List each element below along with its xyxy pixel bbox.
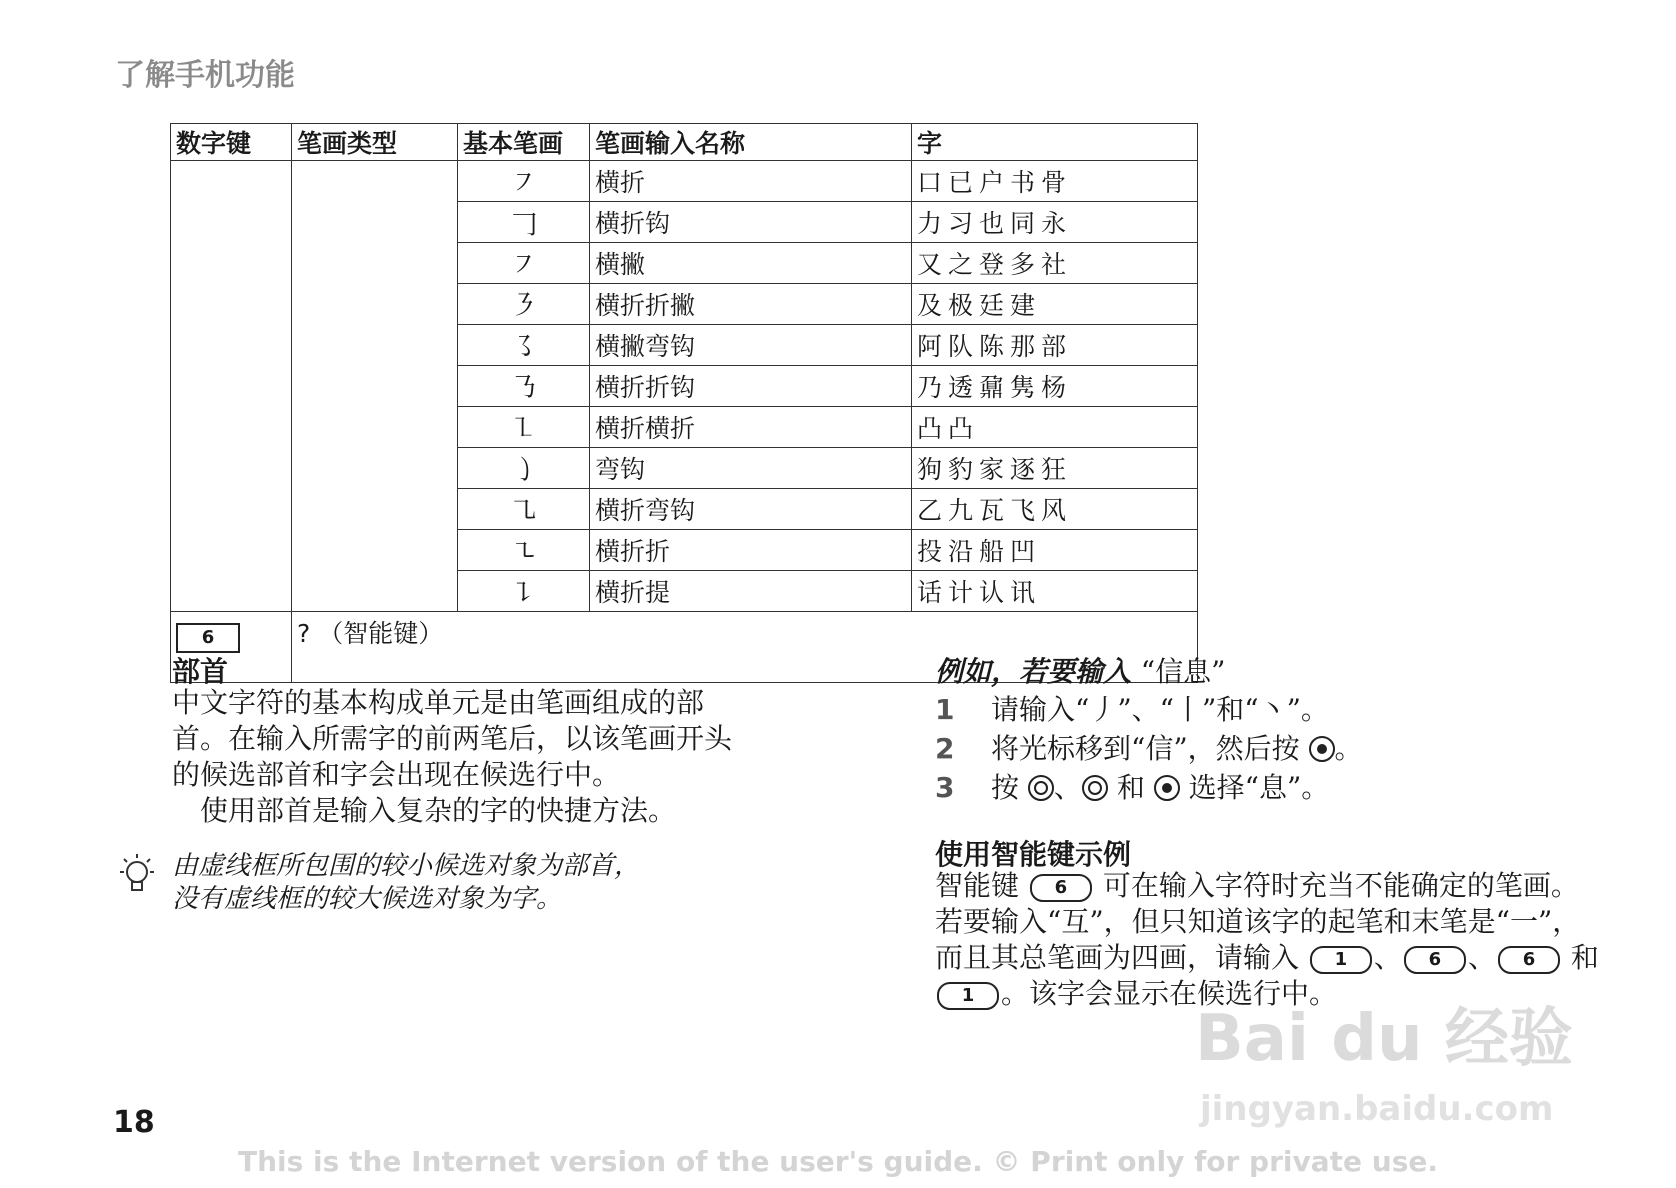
example-chars: 及极廷建 <box>912 284 1198 325</box>
smart-text-3: 。该字会显示在候选行中。 <box>1001 977 1338 1010</box>
lightbulb-icon <box>116 852 158 898</box>
stroke-type-cell <box>292 161 458 612</box>
stroke-glyph: ㇊ <box>458 571 590 612</box>
example-chars: 狗豹家逐狂 <box>912 448 1198 489</box>
col-header-digit-key: 数字键 <box>171 124 292 161</box>
stroke-name: 横折弯钩 <box>590 489 912 530</box>
tip-line-2: 没有虚线框的较大候选对象为字。 <box>172 884 563 914</box>
col-header-stroke-name: 笔画输入名称 <box>590 124 912 161</box>
step-2 <box>935 727 1363 767</box>
stroke-glyph: ㇈ <box>458 489 590 530</box>
stroke-glyph: ㇡ <box>458 366 590 407</box>
stroke-glyph: ㇌ <box>458 325 590 366</box>
example-chars: 又之登多社 <box>912 243 1198 284</box>
smart-key-label: ? （智能键） <box>292 612 1198 683</box>
col-header-basic-stroke: 基本笔画 <box>458 124 590 161</box>
smart-text-2: 可在输入字符时充当不能确定的笔画。若要输入“互”，但只知道该字的起笔和末笔是“一”，而且其总笔画为四画，请输入 <box>935 869 1581 974</box>
stroke-glyph: ㇇ <box>458 161 590 202</box>
tip-line-1: 由虚线框所包围的较小候选对象为部首， <box>172 851 641 881</box>
step-text-end: 。 <box>1334 732 1363 765</box>
example-chars: 阿队陈那部 <box>912 325 1198 366</box>
step-text: 将光标移到“信”，然后按 <box>991 732 1300 765</box>
stroke-glyph: ㇅ <box>458 407 590 448</box>
stroke-name: 弯钩 <box>590 448 912 489</box>
key-6-icon: 6 <box>1498 946 1560 974</box>
stroke-glyph: ㇍ <box>458 530 590 571</box>
smart-sep: 、 <box>1373 941 1402 974</box>
col-header-char: 字 <box>912 124 1198 161</box>
smart-and: 和 <box>1570 941 1599 974</box>
col-header-stroke-type: 笔画类型 <box>292 124 458 161</box>
example-title-text: 例如，若要输入 <box>935 655 1132 688</box>
page-number: 18 <box>113 1105 155 1140</box>
table-row <box>171 161 1198 202</box>
radicals-title: 部首 <box>172 655 229 688</box>
step-number: 2 <box>935 732 955 765</box>
example-chars: 投沿船凹 <box>912 530 1198 571</box>
tip-text <box>172 850 732 916</box>
step-text: 按 <box>991 771 1020 804</box>
step-number: 1 <box>935 693 955 726</box>
stroke-name: 横折横折 <box>590 407 912 448</box>
example-chars: 乃透鼐隽杨 <box>912 366 1198 407</box>
step-1 <box>935 688 1329 728</box>
watermark-url: jingyan.baidu.com <box>1200 1089 1554 1129</box>
key-6-icon: 6 <box>176 623 240 653</box>
smart-sep: 、 <box>1467 941 1496 974</box>
example-chars: 话计认讯 <box>912 571 1198 612</box>
key-1-icon: 1 <box>937 982 999 1010</box>
example-title-quote: “信息” <box>1140 655 1226 688</box>
baidu-watermark <box>1195 985 1595 1135</box>
example-chars: 乙九瓦飞风 <box>912 489 1198 530</box>
stroke-name: 横折提 <box>590 571 912 612</box>
smart-text-1: 智能键 <box>935 869 1020 902</box>
stroke-name: 横折折钩 <box>590 366 912 407</box>
stroke-name: 横撇 <box>590 243 912 284</box>
stroke-glyph: 𠃌 <box>458 202 590 243</box>
radicals-line-4: 使用部首是输入复杂的字的快捷方法。 <box>172 794 677 827</box>
footer-notice: This is the Internet version of the user's guide. © Print only for private use. <box>238 1145 1438 1178</box>
radicals-line-3: 的候选部首和字会出现在候选行中。 <box>172 758 621 791</box>
step-text: 请输入“丿”、“丨”和“丶”。 <box>991 693 1329 726</box>
radicals-line-1: 中文字符的基本构成单元是由笔画组成的部 <box>172 686 705 719</box>
nav-down-key-icon <box>1028 775 1054 801</box>
nav-right-key-icon <box>1082 775 1108 801</box>
radicals-body <box>172 685 732 829</box>
stroke-glyph: ㇁ <box>458 448 590 489</box>
step-and: 和 <box>1116 771 1145 804</box>
key-1-icon: 1 <box>1310 946 1372 974</box>
radicals-line-2: 首。在输入所需字的前两笔后，以该笔画开头 <box>172 722 733 755</box>
example-title <box>935 650 1225 690</box>
stroke-name: 横折折 <box>590 530 912 571</box>
key-6-icon: 6 <box>1404 946 1466 974</box>
stroke-table <box>170 123 1198 683</box>
example-chars: 力习也同永 <box>912 202 1198 243</box>
step-3 <box>935 766 1329 806</box>
stroke-name: 横撇弯钩 <box>590 325 912 366</box>
digit-key-cell <box>171 161 292 612</box>
smart-key-title: 使用智能键示例 <box>935 838 1132 871</box>
watermark-brand: Bai du 经验 <box>1195 1002 1573 1076</box>
table-header-row <box>171 124 1198 161</box>
step-number: 3 <box>935 771 955 804</box>
stroke-glyph: ㇇ <box>458 243 590 284</box>
key-6-icon: 6 <box>1030 874 1092 902</box>
select-key-icon <box>1309 736 1335 762</box>
stroke-name: 横折 <box>590 161 912 202</box>
stroke-name: 横折钩 <box>590 202 912 243</box>
step-text-end: 选择“息”。 <box>1188 771 1330 804</box>
stroke-glyph: ㇋ <box>458 284 590 325</box>
step-separator: 、 <box>1053 771 1082 804</box>
example-chars: 凸凸 <box>912 407 1198 448</box>
page-header-title: 了解手机功能 <box>115 58 295 93</box>
stroke-name: 横折折撇 <box>590 284 912 325</box>
select-key-icon <box>1154 775 1180 801</box>
example-chars: 口已户书骨 <box>912 161 1198 202</box>
